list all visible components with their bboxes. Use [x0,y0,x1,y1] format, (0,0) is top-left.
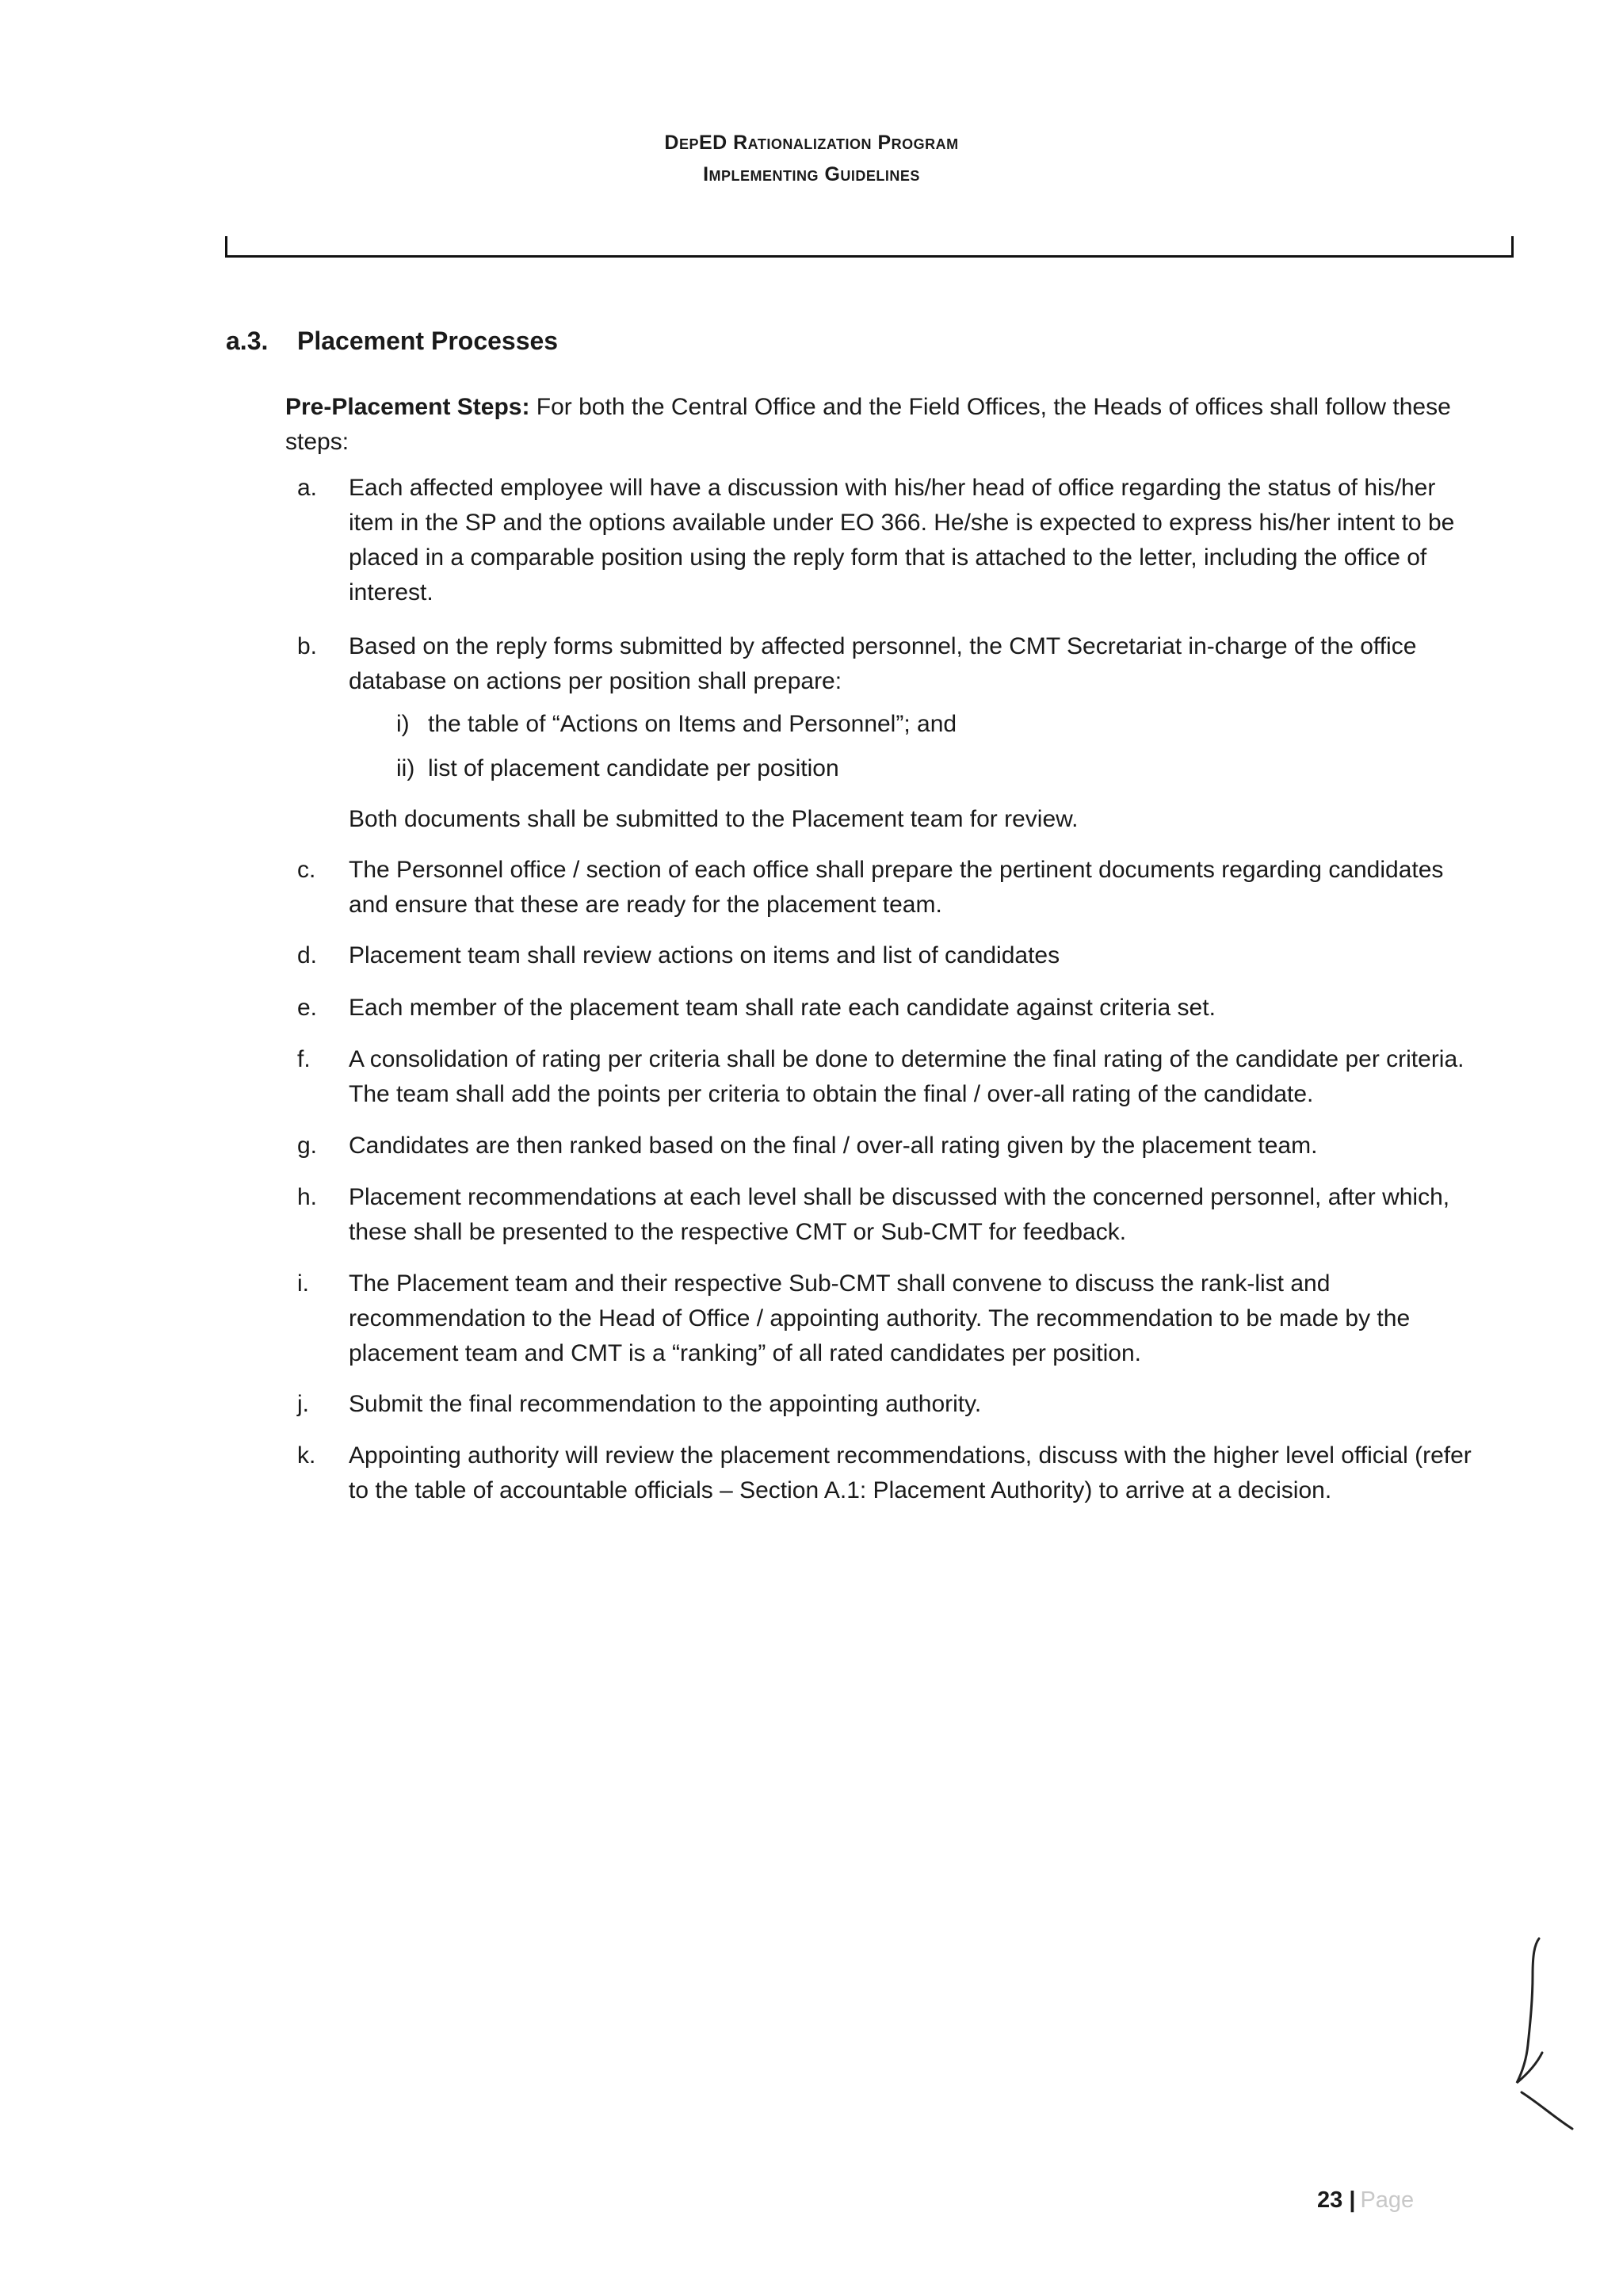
list-marker: j. [297,1391,309,1417]
intro-text: For both the Central Office and the Field Offices, the Heads of offices shall follow these steps: [285,394,1451,455]
document-header [0,127,1623,190]
header-divider [225,255,1514,258]
section-heading [226,327,558,356]
list-text: The Placement team and their respective Sub-CMT shall convene to discuss the rank-list and recommendation to the Head of Office / appointing authority. The recommendation to be made by the placement team and CMT is a “ranking” of all rated candidates per position. [349,1270,1411,1366]
sub-list-text: list of placement candidate per position [428,755,839,781]
page-footer [1317,2187,1414,2214]
list-text: Placement team shall review actions on items and list of candidates [349,942,1060,968]
list-marker: b. [297,633,318,659]
intro-paragraph [285,390,1458,460]
header-divider-tick-right [1511,236,1514,257]
list-text: Submit the final recommendation to the appointing authority. [349,1391,982,1417]
list-marker: f. [297,1046,311,1072]
page-label: Page [1360,2187,1415,2213]
header-divider-tick-left [225,236,227,257]
header-title: DepED Rationalization Program [664,132,959,154]
handwritten-signature [1498,1934,1585,2132]
sub-list-item [396,751,839,786]
section-title: Placement Processes [297,327,559,355]
list-text: Placement recommendations at each level shall be discussed with the concerned personnel, after which, these shall be presented to the respective CMT or Sub-CMT for feedback. [349,1184,1450,1245]
list-marker: g. [297,1133,318,1159]
page-number: 23 | [1317,2187,1356,2213]
sub-list-text: the table of “Actions on Items and Personnel”; and [428,711,957,737]
list-marker: e. [297,995,318,1021]
list-marker: a. [297,475,318,501]
list-marker: k. [297,1442,316,1469]
list-marker: d. [297,942,318,968]
header-subtitle: Implementing Guidelines [703,163,920,185]
list-marker: c. [297,857,316,883]
sub-list-marker: i) [396,711,410,737]
list-text: Each affected employee will have a discussion with his/her head of office regarding the status of his/her item in the SP and the options available under EO 366. He/she is expected to express his/her intent to be placed in a comparable position using the reply form that is attached to the letter, including the office of interest. [349,475,1455,606]
list-marker: i. [297,1270,309,1297]
sub-list-marker: ii) [396,755,415,781]
substeps-note: Both documents shall be submitted to the Placement team for review. [349,806,1079,832]
list-text: The Personnel office / section of each office shall prepare the pertinent documents regarding candidates and ensure that these are ready for the placement team. [349,857,1444,918]
intro-lead: Pre-Placement Steps: [285,394,530,420]
list-text: Each member of the placement team shall rate each candidate against criteria set. [349,995,1216,1021]
sub-list-item [396,707,957,742]
list-text: Appointing authority will review the placement recommendations, discuss with the higher level official (refer to the table of accountable officials – Section A.1: Placement Authority) to arrive at a decision. [349,1442,1472,1503]
list-text: A consolidation of rating per criteria shall be done to determine the final rating of the candidate per criteria. The team shall add the points per criteria to obtain the final / over-all rating of the candidate. [349,1046,1465,1107]
list-text: Based on the reply forms submitted by affected personnel, the CMT Secretariat in-charge of the office database on actions per position shall prepare: [349,633,1417,694]
section-number: a.3. [226,327,269,355]
list-text: Candidates are then ranked based on the final / over-all rating given by the placement team. [349,1133,1318,1159]
list-marker: h. [297,1184,318,1210]
